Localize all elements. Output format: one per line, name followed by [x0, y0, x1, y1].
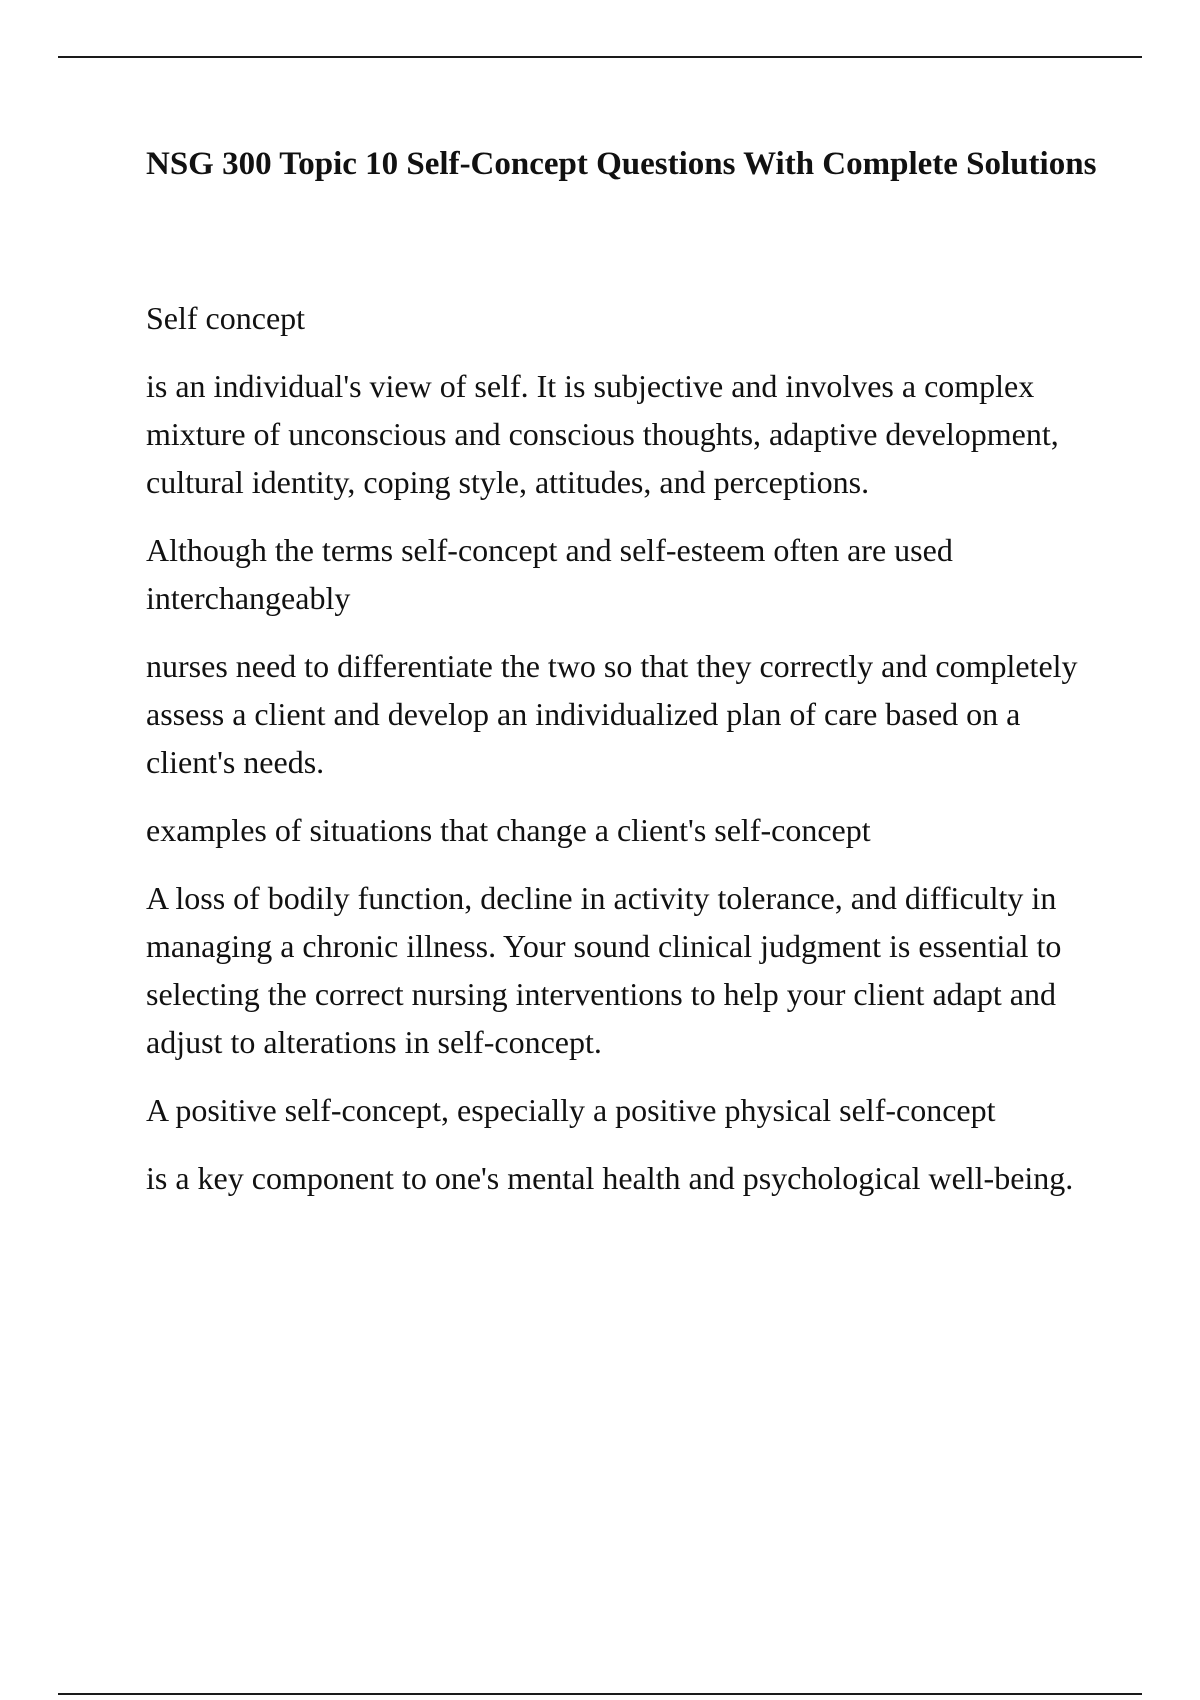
top-divider	[58, 56, 1142, 58]
question-term: examples of situations that change a client's self-concept	[146, 812, 871, 848]
answer-definition: is an individual's view of self. It is subjective and involves a complex mixture of unconscious and conscious thoughts, adaptive development, cultural identity, coping style, attitudes, and perceptions.	[146, 368, 1059, 500]
question-term: A positive self-concept, especially a positive physical self-concept	[146, 1092, 996, 1128]
answer-definition: nurses need to differentiate the two so that they correctly and completely assess a client and develop an individualized plan of care based on a client's needs.	[146, 648, 1078, 780]
answer-definition: A loss of bodily function, decline in activity tolerance, and difficulty in managing a chronic illness. Your sound clinical judgment is essential to selecting the correct nursing interventions to help your client adapt and adjust to alterations in self-concept.	[146, 880, 1062, 1060]
answer-definition: is a key component to one's mental health and psychological well-being.	[146, 1160, 1074, 1196]
question-term: Although the terms self-concept and self-esteem often are used interchangeably	[146, 532, 953, 616]
document-body	[146, 140, 1106, 1222]
document-title: NSG 300 Topic 10 Self-Concept Questions With Complete Solutions	[146, 146, 1097, 182]
question-term: Self concept	[146, 300, 306, 336]
bottom-divider	[58, 1693, 1142, 1695]
